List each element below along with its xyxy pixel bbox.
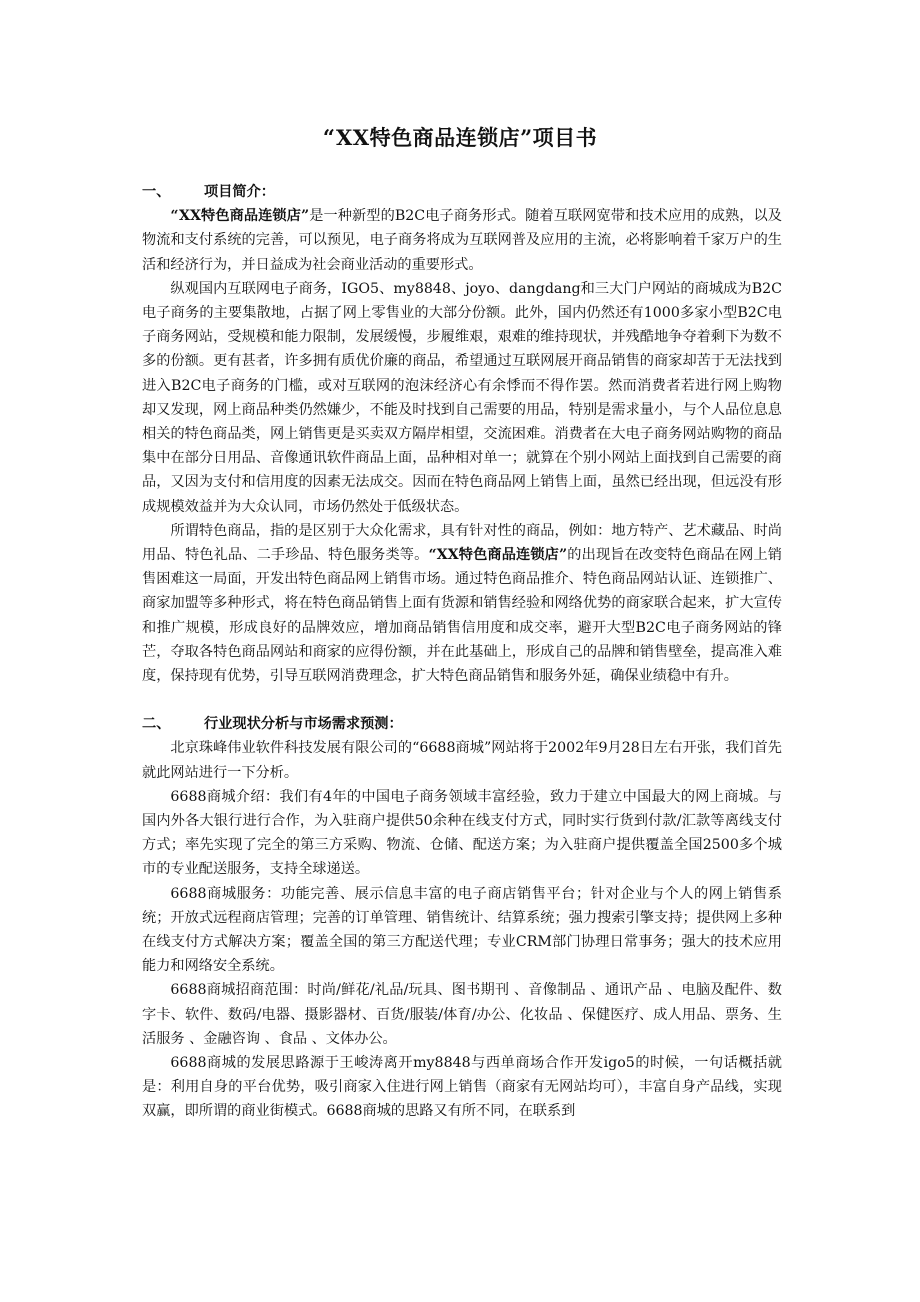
document-title: “XX特色商品连锁店”项目书 bbox=[322, 125, 598, 150]
document-body bbox=[142, 180, 782, 1124]
store-name-emphasis: “XX特色商品连锁店” bbox=[428, 547, 568, 564]
section-1-number: 一、 bbox=[142, 184, 171, 200]
section-2-number: 二、 bbox=[142, 716, 171, 733]
section-2-title: 行业现状分析与市场需求预测： bbox=[204, 716, 403, 733]
section-1-paragraph-3 bbox=[142, 519, 782, 688]
paragraph-text: 所谓特色商品，指的是区别于大众化需求，具有针对性的商品，例如：地方特产、艺术藏品、时尚用品、特色礼品、二手珍品、特色服务类等。 bbox=[142, 522, 782, 564]
section-1-heading bbox=[142, 180, 782, 204]
section-2-paragraph-4: 6688商城招商范围：时尚/鲜花/礼品/玩具、图书期刊 、音像制品 、通讯产品 、电脑及配件、数字卡、软件、数码/电器、摄影器材、百货/服装/体育/办公、化妆品 、保健医疗、成人用品、票务、生活服务 、金融咨询 、食品 、文体办公。 bbox=[142, 982, 782, 1047]
section-2-paragraph-5: 6688商城的发展思路源于王峻涛离开my8848与西单商场合作开发igo5的时候，一句话概括就是：利用自身的平台优势，吸引商家入住进行网上销售（商家有无网站均可），丰富自身产品线，实现双赢，即所谓的商业街模式。6688商城的思路又有所不同，在联系到 bbox=[142, 1055, 782, 1120]
section-2-paragraph-2: 6688商城介绍：我们有4年的中国电子商务领域丰富经验，致力于建立中国最大的网上商城。与国内外各大银行进行合作，为入驻商户提供50余种在线支付方式，同时实行货到付款/汇款等离线支付方式；率先实现了完全的第三方采购、物流、仓储、配送方案；为入驻商户提供覆盖全国2500多个城市的专业配送服务，支持全球递送。 bbox=[142, 788, 782, 878]
section-2-heading bbox=[142, 712, 782, 736]
section-1-paragraph-2: 纵观国内互联网电子商务，IGO5、my8848、joyo、dangdang和三大门户网站的商城成为B2C电子商务的主要集散地，占据了网上零售业的大部分份额。此外，国内仍然还有1000多家小型B2C电子商务网站，受规模和能力限制，发展缓慢，步履维艰，艰难的维持现状，并残酷地争夺着剩下为数不多的份额。更有甚者，许多拥有质优价廉的商品，希望通过互联网展开商品销售的商家却苦于无法找到进入B2C电子商务的门槛，或对互联网的泡沫经济心有余悸而不得作罢。然而消费者若进行网上购物却又发现，网上商品种类仍然嫌少，不能及时找到自己需要的用品，特别是需求量小，与个人品位息息相关的特色商品类，网上销售更是买卖双方隔岸相望，交流困难。消费者在大电子商务网站购物的商品集中在部分日用品、音像通讯软件商品上面，品种相对单一；就算在个别小网站上面找到自己需要的商品，又因为支付和信用度的因素无法成交。因而在特色商品网上销售上面，虽然已经出现，但远没有形成规模效益并为大众认同，市场仍然处于低级状态。 bbox=[142, 280, 782, 515]
section-2-paragraph-3: 6688商城服务：功能完善、展示信息丰富的电子商店销售平台；针对企业与个人的网上销售系统；开放式远程商店管理；完善的订单管理、销售统计、结算系统；强力搜索引擎支持；提供网上多种在线支付方式解决方案；覆盖全国的第三方配送代理；专业CRM部门协理日常事务；强大的技术应用能力和网络安全系统。 bbox=[142, 885, 782, 975]
store-name-emphasis: “XX特色商品连锁店” bbox=[170, 208, 310, 225]
section-spacer bbox=[142, 688, 782, 712]
section-1-paragraph-1 bbox=[142, 204, 782, 277]
section-2-paragraph-1: 北京珠峰伟业软件科技发展有限公司的“6688商城”网站将于2002年9月28日左右开张，我们首先就此网站进行一下分析。 bbox=[142, 740, 782, 781]
section-1-title: 项目简介： bbox=[204, 184, 275, 200]
paragraph-text: 的出现旨在改变特色商品在网上销售困难这一局面，开发出特色商品网上销售市场。通过特色商品推介、特色商品网站认证、连锁推广、商家加盟等多种形式，将在特色商品销售上面有货源和销售经验和网络优势的商家联合起来，扩大宣传和推广规模，形成良好的品牌效应，增加商品销售信用度和成交率，避开大型B2C电子商务网站的锋芒，夺取各特色商品网站和商家的应得份额，并在此基础上，形成自己的品牌和销售壁垒，提高准入难度，保持现有优势，引导互联网消费理念，扩大特色商品销售和服务外延，确保业绩稳中有升。 bbox=[142, 547, 782, 685]
paragraph-text: 是一种新型的B2C电子商务形式。随着互联网宽带和技术应用的成熟，以及物流和支付系统的完善，可以预见，电子商务将成为互联网普及应用的主流，必将影响着千家万户的生活和经济行为，并日益成为社会商业活动的重要形式。 bbox=[142, 208, 782, 273]
